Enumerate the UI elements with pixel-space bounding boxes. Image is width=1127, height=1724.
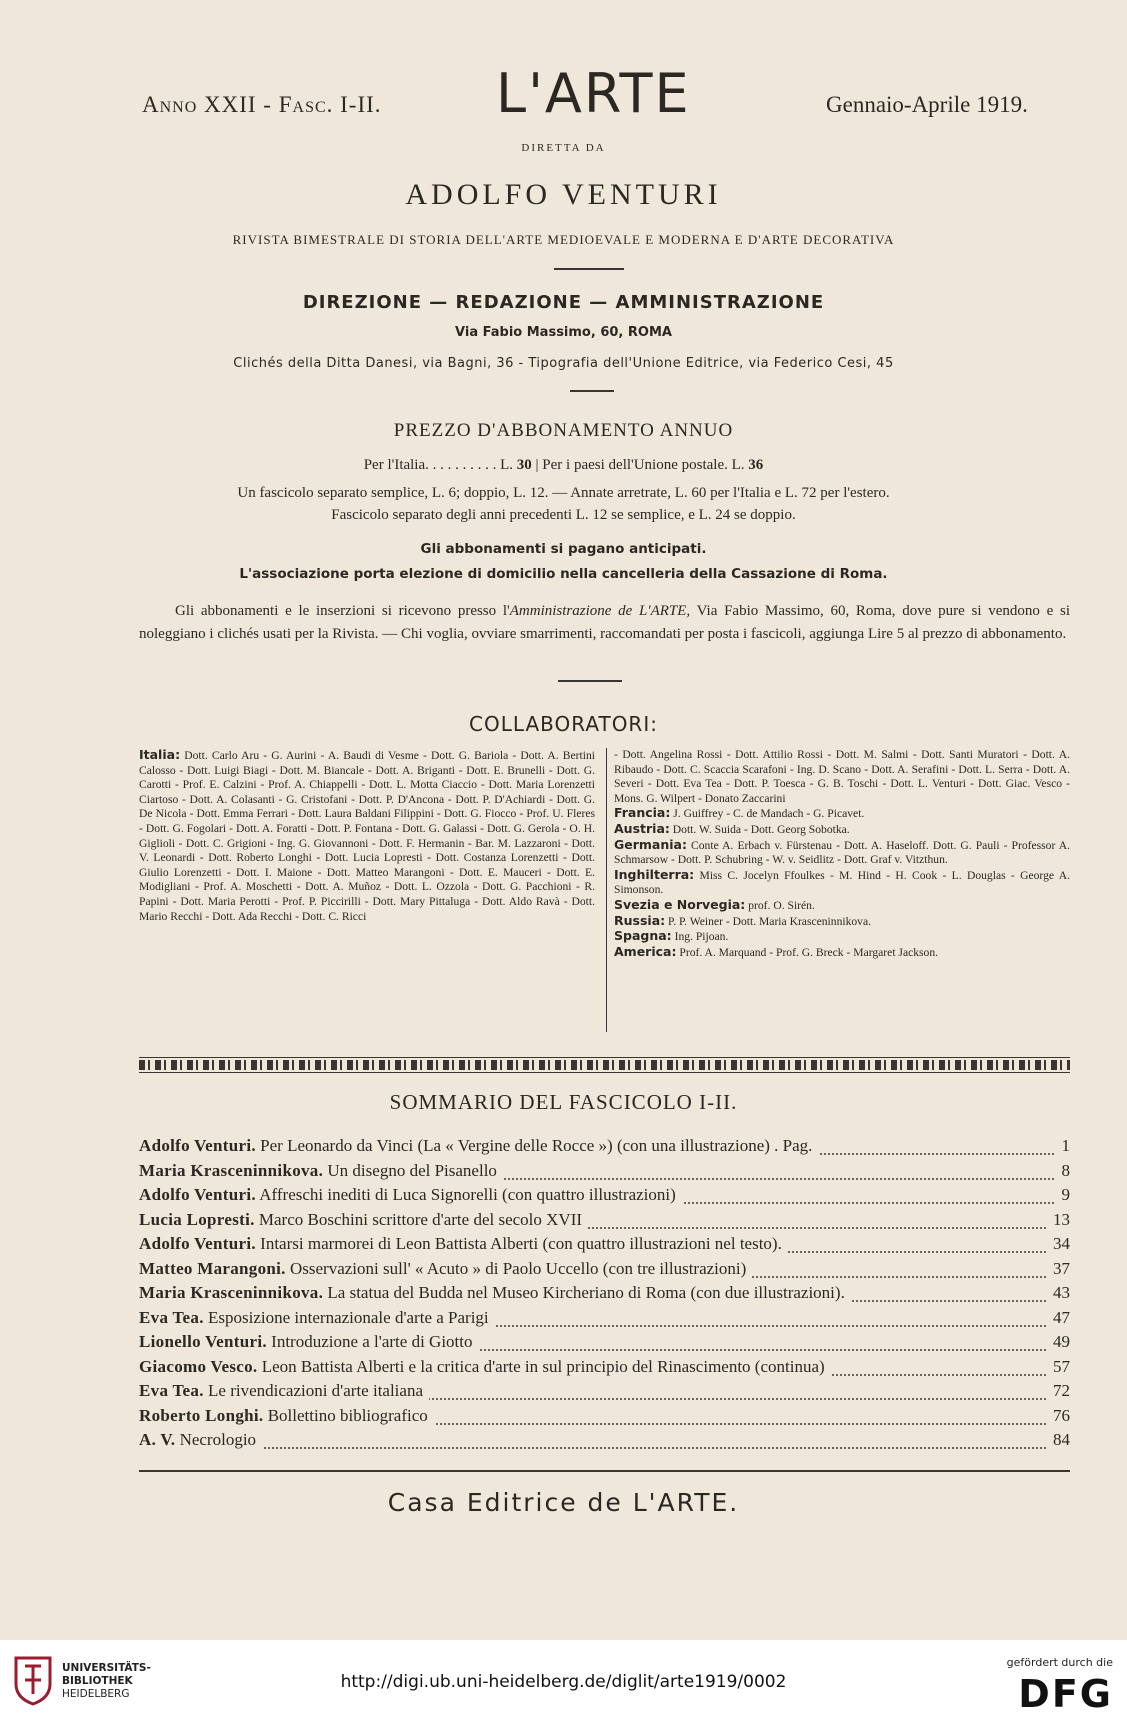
library-name-line3: HEIDELBERG — [62, 1688, 130, 1700]
collaborator-names: Dott. W. Suida - Dott. Georg Sobotka. — [672, 822, 850, 836]
toc-text — [139, 1430, 262, 1450]
prezzo-para-italic: Amministrazione de L'ARTE, — [509, 603, 691, 619]
toc-text — [139, 1381, 429, 1401]
toc-title: Necrologio — [179, 1430, 257, 1449]
collaborator-names: Ing. Pijoan. — [674, 930, 729, 944]
prezzo-italia-value: 30 — [516, 457, 532, 473]
toc-title: Leon Battista Alberti e la critica d'arte in sul principio del Rinascimento (continua) — [261, 1356, 825, 1376]
toc-entry — [139, 1136, 1070, 1162]
toc-text — [139, 1161, 503, 1181]
toc-title: La statua del Budda nel Museo Kircheriano di Roma (con due illustrazioni). — [327, 1283, 845, 1302]
sommario-heading: SOMMARIO DEL FASCICOLO I-II. — [389, 1090, 738, 1114]
toc-author: Maria Krasceninnikova. — [139, 1283, 324, 1302]
collaborator-names: Miss C. Jocelyn Ffoulkes - M. Hind - H. Cook - L. Douglas - George A. Simonson. — [614, 868, 1070, 897]
issue-number: Anno XXII - Fasc. I-II. — [142, 92, 382, 117]
collaborator-group — [614, 929, 1070, 945]
divider — [554, 268, 624, 270]
director-name: ADOLFO VENTURI — [405, 178, 722, 211]
cliches-line: Clichés della Ditta Danesi, via Bagni, 36 - Tipografia dell'Unione Editrice, via Federico Cesi, 45 — [233, 356, 894, 371]
toc-entry — [139, 1308, 1070, 1334]
ornamental-pattern — [139, 1060, 1070, 1070]
toc-title: Osservazioni sull' « Acuto » di Paolo Uccello (con tre illustrazioni) — [290, 1258, 747, 1278]
toc-page-number: 13 — [1047, 1210, 1070, 1230]
toc-text — [139, 1308, 495, 1328]
toc-author: Matteo Marangoni. — [139, 1258, 286, 1278]
prezzo-line2: Un fascicolo separato semplice, L. 6; doppio, L. 12. — Annate arretrate, L. 60 per l'Italia e L. 72 per l'estero. — [237, 485, 890, 501]
toc-text — [139, 1259, 752, 1279]
prezzo-bold2: L'associazione porta elezione di domicilio nella cancelleria della Cassazione di Roma. — [239, 566, 888, 582]
toc-page-number: 9 — [1056, 1185, 1071, 1205]
toc-entry — [139, 1259, 1070, 1285]
toc-author: Adolfo Venturi. — [139, 1234, 256, 1253]
prezzo-heading: PREZZO D'ABBONAMENTO ANNUO — [393, 420, 734, 441]
prezzo-paragraph — [139, 600, 1070, 646]
toc-entry — [139, 1430, 1070, 1456]
collaborator-country: Inghilterra: — [614, 866, 695, 882]
toc-title: Affreschi inediti di Luca Signorelli (con quattro illustrazioni) — [259, 1185, 676, 1204]
toc-title: Intarsi marmorei di Leon Battista Alberti (con quattro illustrazioni nel testo). — [260, 1234, 782, 1253]
issue-date: Gennaio-Aprile 1919. — [826, 92, 1028, 117]
collaborator-group — [614, 868, 1070, 898]
toc-page-number: 57 — [1047, 1357, 1070, 1377]
toc-entry — [139, 1357, 1070, 1383]
prezzo-para-b: Via Fabio Massimo, 60, Roma, dove pure si vendono e si noleggiano i clichés usati per la Rivista. — Chi voglia, ovviare smarrimenti, raccomandati per posta i fascicoli, aggiunga Lire 5 al prezzo di abbonamento. — [139, 603, 1070, 642]
toc-author: Eva Tea. — [139, 1381, 204, 1400]
collaborator-group — [614, 806, 1070, 822]
toc-page-number: 8 — [1056, 1161, 1071, 1181]
prezzo-estero: | Per i paesi dell'Unione postale. L. — [535, 457, 745, 473]
collaborator-names: prof. O. Sirén. — [748, 898, 815, 912]
toc-title: Le rivendicazioni d'arte italiana — [208, 1381, 423, 1400]
collaborator-names: Prof. A. Marquand - Prof. G. Breck - Margaret Jackson. — [679, 945, 939, 959]
toc-author: Maria Krasceninnikova. — [139, 1160, 324, 1180]
prezzo-line1 — [0, 457, 1127, 474]
journal-title: L'ARTE — [496, 62, 691, 125]
collaborator-country: Germania: — [614, 836, 687, 852]
collaborator-group — [614, 838, 1070, 868]
toc-entry — [139, 1381, 1070, 1407]
collaborator-names: Dott. Carlo Aru - G. Aurini - A. Baudi di Vesme - Dott. G. Bariola - Dott. A. Bertini Calosso - Dott. Luigi Biagi - Dott. M. Biancale - Dott. A. Briganti - Dott. E. Brunelli - Dott. G. Carotti - Prof. E. Calzini - Prof. A. Chiappelli - Dott. L. Motta Ciaccio - Dott. Maria Lorenzetti Ciartoso - Dott. A. Colasanti - G. Cristofani - Dott. P. D'Ancona - Dott. P. D'Achiardi - Dott. G. De Nicola - Dott. Emma Ferrari - Dott. Laura Baldani Filippini - Dott. G. Fiocco - Prof. U. Fleres - Dott. G. Fogolari - Dott. A. Foratti - Dott. P. Fontana - Dott. G. Galassi - Dott. G. Gerola - O. H. Giglioli - Dott. C. Grigioni - Ing. G. Giovannoni - Dott. F. Hermanin - Bar. M. Lazzaroni - Dott. V. Leonardi - Dott. Roberto Longhi - Dott. Lucia Lopresti - Dott. Costanza Lorenzetti - Dott. Giulio Lorenzetti - Dott. I. Maione - Dott. Matteo Marangoni - Dott. E. Mauceri - Dott. E. Modigliani - Prof. A. Moschetti - Dott. A. Muñoz - Dott. L. Ozzola - Dott. G. Pacchioni - R. Papini - Dott. Maria Perotti - Prof. P. Piccirilli - Dott. Mary Pittaluga - Dott. Aldo Ravà - Dott. Mario Recchi - Dott. Ada Recchi - Dott. C. Ricci — [139, 749, 595, 923]
toc-entry — [139, 1406, 1070, 1432]
toc-page-number: 43 — [1047, 1283, 1070, 1303]
toc-text — [139, 1332, 479, 1352]
collaborator-names: - Dott. Angelina Rossi - Dott. Attilio Rossi - Dott. M. Salmi - Dott. Santi Muratori - Dott. A. Ribaudo - Dott. C. Scaccia Scarafoni - Ing. D. Scano - Dott. A. Serafini - Dott. L. Serra - Dott. A. Severi - Dott. Eva Tea - Dott. P. Toesca - G. B. Toschi - Dott. L. Venturi - Dott. Giac. Vesco - Mons. G. Wilpert - Donato Zaccarini — [614, 748, 1070, 805]
funded-by-label: gefördert durch die — [1006, 1656, 1113, 1669]
dfg-logo: DFG — [1018, 1672, 1113, 1716]
toc-title: Per Leonardo da Vinci (La « Vergine delle Rocce ») (con una illustrazione) . Pag. — [260, 1136, 813, 1155]
toc-page-number: 47 — [1047, 1308, 1070, 1328]
toc-author: Lionello Venturi. — [139, 1332, 267, 1351]
toc-entry — [139, 1161, 1070, 1187]
toc-text — [139, 1185, 682, 1205]
publisher-line: Casa Editrice de L'ARTE. — [387, 1488, 740, 1517]
divider — [558, 680, 622, 682]
toc-entry — [139, 1234, 1070, 1260]
toc-text — [139, 1136, 818, 1156]
toc-entry — [139, 1210, 1070, 1236]
toc-text — [139, 1357, 831, 1377]
column-separator — [606, 748, 607, 1032]
collaborator-group — [614, 822, 1070, 838]
toc-text — [139, 1234, 788, 1254]
toc-entry — [139, 1185, 1070, 1211]
divider — [570, 390, 614, 392]
collaborator-group — [614, 898, 1070, 914]
collaborator-country: Francia: — [614, 805, 671, 821]
collaborator-names: J. Guiffrey - C. de Mandach - G. Picavet. — [673, 807, 865, 821]
toc-page-number: 1 — [1056, 1136, 1071, 1156]
toc-text — [139, 1406, 434, 1426]
toc-title: Esposizione internazionale d'arte a Parigi — [208, 1307, 489, 1327]
collaborator-country: America: — [614, 943, 677, 959]
collaborator-country: Italia: — [139, 747, 181, 762]
collaborator-names: Conte A. Erbach v. Fürstenau - Dott. A. Haseloff. Dott. G. Pauli - Professor A. Schmarsow - Dott. P. Schubring - W. v. Seidlitz - Dott. Graf v. Vitzthun. — [614, 838, 1070, 867]
collaborator-names: P. P. Weiner - Dott. Maria Krasceninnikova. — [668, 914, 872, 928]
toc-author: Adolfo Venturi. — [139, 1185, 256, 1204]
toc-author: Adolfo Venturi. — [139, 1136, 256, 1155]
collaborator-country: Spagna: — [614, 928, 672, 944]
toc-title: Marco Boschini scrittore d'arte del secolo XVII — [258, 1209, 583, 1229]
direzione-heading: DIREZIONE — REDAZIONE — AMMINISTRAZIONE — [302, 292, 825, 313]
diretta-label: DIRETTA DA — [521, 142, 606, 154]
toc-leader-dots — [139, 1447, 1070, 1449]
collaborator-group — [614, 914, 1070, 930]
library-name-line1: UNIVERSITÄTS- — [62, 1662, 151, 1674]
toc-entry — [139, 1332, 1070, 1358]
source-url[interactable]: http://digi.ub.uni-heidelberg.de/diglit/arte1919/0002 — [340, 1672, 787, 1692]
toc-title: Bollettino bibliografico — [267, 1405, 428, 1425]
toc-page-number: 34 — [1047, 1234, 1070, 1254]
collaborator-group — [139, 748, 595, 924]
toc-author: Lucia Lopresti. — [139, 1209, 255, 1229]
toc-page-number: 72 — [1047, 1381, 1070, 1401]
prezzo-bold1: Gli abbonamenti si pagano anticipati. — [420, 541, 707, 557]
divider — [139, 1470, 1070, 1472]
collaborator-group — [614, 945, 1070, 961]
toc-author: Roberto Longhi. — [139, 1405, 264, 1425]
toc-page-number: 37 — [1047, 1259, 1070, 1279]
prezzo-para-a: Gli abbonamenti e le inserzioni si ricevono presso l' — [175, 603, 510, 619]
collaboratori-right-column — [614, 748, 1070, 960]
toc-title: Un disegno del Pisanello — [327, 1160, 497, 1180]
digitization-footer — [0, 1640, 1127, 1724]
toc-text — [139, 1210, 588, 1230]
toc-author: A. V. — [139, 1430, 176, 1449]
collaborator-group — [614, 748, 1070, 806]
toc-title: Introduzione a l'arte di Giotto — [271, 1332, 473, 1351]
library-name-line2: BIBLIOTHEK — [62, 1675, 133, 1687]
direzione-address: Via Fabio Massimo, 60, ROMA — [455, 325, 672, 340]
collaborator-country: Svezia e Norvegia: — [614, 896, 746, 912]
journal-subtitle: RIVISTA BIMESTRALE DI STORIA DELL'ARTE MEDIOEVALE E MODERNA E D'ARTE DECORATIVA — [232, 232, 895, 247]
collaborator-country: Russia: — [614, 912, 666, 928]
prezzo-line3: Fascicolo separato degli anni precedenti L. 12 se semplice, e L. 24 se doppio. — [331, 507, 796, 523]
toc-page-number: 76 — [1047, 1406, 1070, 1426]
toc-text — [139, 1283, 851, 1303]
toc-entry — [139, 1283, 1070, 1309]
collaboratori-heading: COLLABORATORI: — [469, 712, 658, 736]
collaboratori-left-column — [139, 748, 595, 924]
toc-page-number: 49 — [1047, 1332, 1070, 1352]
prezzo-estero-value: 36 — [748, 457, 764, 473]
collaborator-country: Austria: — [614, 820, 670, 836]
toc-author: Eva Tea. — [139, 1307, 204, 1327]
toc-author: Giacomo Vesco. — [139, 1356, 258, 1376]
toc-page-number: 84 — [1047, 1430, 1070, 1450]
prezzo-italia: Per l'Italia. . . . . . . . . . L. — [363, 457, 514, 473]
